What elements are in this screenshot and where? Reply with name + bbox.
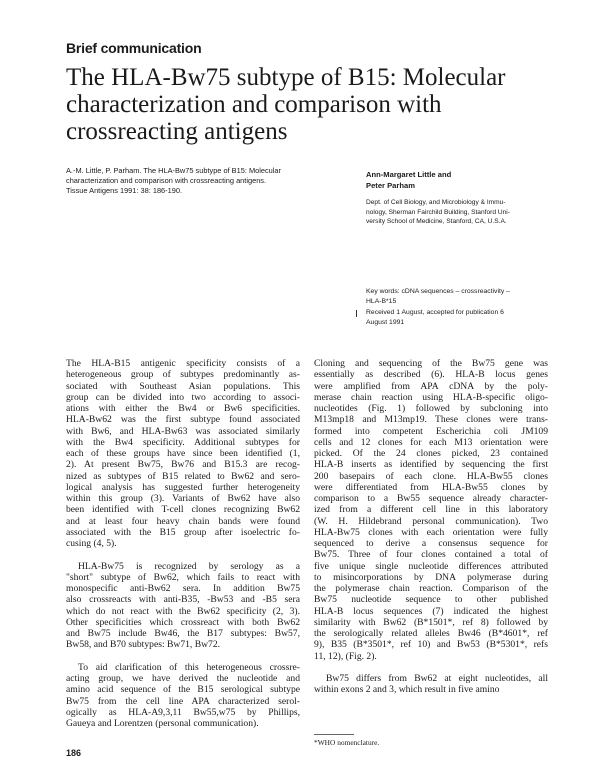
body-line: and Bw75 include Bw46, the B17 subtypes: Bw57, (66, 628, 300, 639)
author-line: Peter Parham (366, 180, 415, 190)
body-line: with the Bw4 specificity. Additional subtypes for (66, 436, 300, 448)
body-line: associated with the B15 group after isoelectric fo- (66, 526, 300, 538)
title-line: crossreacting antigens (66, 118, 288, 145)
body-line: M13mp18 and M13mp19. These clones were trans- (314, 414, 548, 426)
section-heading: Brief communication (66, 40, 202, 56)
body-line: nized as subtypes of B15 related to Bw62 and sero- (66, 470, 300, 482)
body-line: 9), B35 (B*3501*, ref 10) and Bw53 (B*5301*, refs (314, 639, 548, 651)
body-line: within exons 2 and 3, which result in five amino (314, 684, 500, 696)
body-line: amino acid sequence of the B15 serological subtype (66, 684, 300, 696)
citation-line: Tissue Antigens 1991: 38: 186-190. (66, 186, 183, 196)
footnote: *WHO nomenclature. (314, 738, 380, 747)
body-line: "short" subtype of Bw62, which fails to react with (66, 571, 300, 583)
author-names (366, 170, 566, 191)
body-line: HLA-Bw62 was the first subtype found associated (66, 414, 300, 426)
body-line: group can be divided into two according to associ- (66, 391, 300, 403)
body-line: each of these groups have since been identified (1, (66, 448, 300, 459)
body-line: The HLA-B15 antigenic specificity consists of a (66, 358, 300, 369)
body-line: (W. H. Hildebrand personal communication). Two (314, 515, 548, 527)
body-line: sociated with Southeast Asian populations. This (66, 380, 300, 392)
body-line: Other specificities which crossreact with both Bw62 (66, 616, 300, 628)
body-line: 11, 12), (Fig. 2). (314, 650, 377, 662)
author-line: Ann-Margaret Little and (366, 170, 452, 179)
paragraph-gap (66, 549, 300, 560)
margin-tick (356, 310, 357, 317)
affiliation-line: Dept. of Cell Biology, and Microbiology & Immu- (366, 199, 506, 206)
keywords (366, 287, 566, 306)
body-line: picked. Of the 24 clones picked, 23 contained (314, 448, 548, 459)
paragraph-gap (66, 651, 300, 662)
body-column-left (66, 358, 300, 729)
body-line: the serologically related alleles Bw46 (B*4601*, ref (314, 628, 548, 639)
body-line: similarity with Bw62 (B*1501*, ref 8) followed by (314, 616, 548, 628)
citation (66, 166, 346, 197)
affiliation-line: nology, Sherman Fairchild Building, Stanford Uni- (366, 208, 510, 216)
author-affiliation (366, 198, 566, 227)
body-line: 200 basepairs of each clone. HLA-Bw55 clones (314, 470, 548, 482)
body-line: logical analysis has suggested further heterogeneity (66, 481, 300, 493)
body-line: which do not react with the Bw62 specificity (2, 3). (66, 605, 300, 617)
citation-line: characterization and comparison with crossreacting antigens. (66, 176, 267, 186)
title-line: The HLA-Bw75 subtype of B15: Molecular (66, 64, 506, 91)
body-line: ized from a different cell line in this laboratory (314, 504, 548, 516)
body-line: merase chain reaction using HLA-B-specific oligo- (314, 391, 548, 403)
received-line: Received 1 August, accepted for publication 6 (366, 309, 504, 316)
keywords-line: HLA-B*15 (366, 297, 397, 305)
body-line: were amplified from APA cDNA by the poly- (314, 380, 548, 392)
body-line: cells and 12 clones for each M13 orientation were (314, 436, 548, 448)
body-column-right (314, 358, 548, 696)
title-line: characterization and comparison with (66, 91, 442, 118)
body-line: ogically as HLA-A9,3,11 Bw55,w75 by Phillips, (66, 706, 300, 718)
body-line: with Bw6, and HLA-Bw63 was associated similarly (66, 425, 300, 437)
received-line: August 1991 (366, 318, 405, 326)
body-line: HLA-Bw75 clones with each orientation were fully (314, 526, 548, 538)
body-line: been identified with T-cell clones recognizing Bw62 (66, 504, 300, 516)
paragraph-gap (314, 662, 548, 673)
body-line: and at least four heavy chain bands were found (66, 515, 300, 527)
body-line: HLA-B inserts as identified by sequencing the first (314, 459, 548, 471)
body-line: formed into competent Escherichia coli JM109 (314, 425, 548, 437)
body-line: Bw75 from the cell line APA characterized serol- (66, 695, 300, 707)
body-line: Bw58, and B70 subtypes: Bw71, Bw72. (66, 639, 221, 651)
keywords-line: Key words: cDNA sequences – crossreactivity – (366, 288, 510, 295)
citation-line: A.-M. Little, P. Parham. The HLA-Bw75 subtype of B15: Molecular (66, 166, 281, 175)
body-line: nucleotides (Fig. 1) followed by subcloning into (314, 403, 548, 414)
body-line: Bw75 differs from Bw62 at eight nucleotides, all (326, 673, 548, 684)
received-dates (366, 308, 566, 327)
body-line: essentially as described (6). HLA-B locus genes (314, 369, 548, 381)
body-line: HLA-B locus sequences (7) indicated the highest (314, 605, 548, 617)
body-line: cusing (4, 5). (66, 538, 117, 549)
body-line: Cloning and sequencing of the Bw75 gene was (314, 358, 548, 369)
body-line: Gaueya and Lorentzen (personal communication). (66, 718, 259, 729)
article-title (66, 64, 566, 145)
body-line: To aid clarification of this heterogeneous crossre- (78, 661, 300, 673)
body-line: sequenced to derive a consensus sequence for (314, 538, 548, 549)
body-line: Bw75. Three of four clones contained a total of (314, 549, 548, 561)
body-line: the polymerase chain reaction. Comparison of the (314, 583, 548, 594)
page-number: 186 (66, 748, 82, 758)
footnote-divider (314, 734, 354, 735)
body-line: 2). At present Bw75, Bw76 and B15.3 are recog- (66, 459, 300, 471)
body-line: also crossreacts with anti-B35, -Bw53 and -B5 sera (66, 594, 300, 606)
body-line: ations with either the Bw4 or Bw6 specificities. (66, 403, 300, 414)
body-line: within this group (3). Variants of Bw62 have also (66, 493, 300, 504)
affiliation-line: versity School of Medicine, Stanford, CA, U.S.A. (366, 218, 507, 226)
body-line: to misincorporations by DNA polymerase during (314, 571, 548, 583)
body-line: Bw75 nucleotide sequence to other published (314, 594, 548, 606)
body-line: acting group, we have derived the nucleotide and (66, 673, 300, 684)
body-line: HLA-Bw75 is recognized by serology as a (78, 560, 300, 572)
body-line: comparison to a Bw55 sequence already character- (314, 493, 548, 504)
body-line: were differentiated from HLA-Bw55 clones by (314, 481, 548, 493)
body-line: five unique single nucleotide differences attributed (314, 560, 548, 572)
body-line: heterogeneous group of subtypes predominantly as- (66, 369, 300, 381)
body-line: monospecific anti-Bw62 sera. In addition Bw75 (66, 583, 300, 594)
